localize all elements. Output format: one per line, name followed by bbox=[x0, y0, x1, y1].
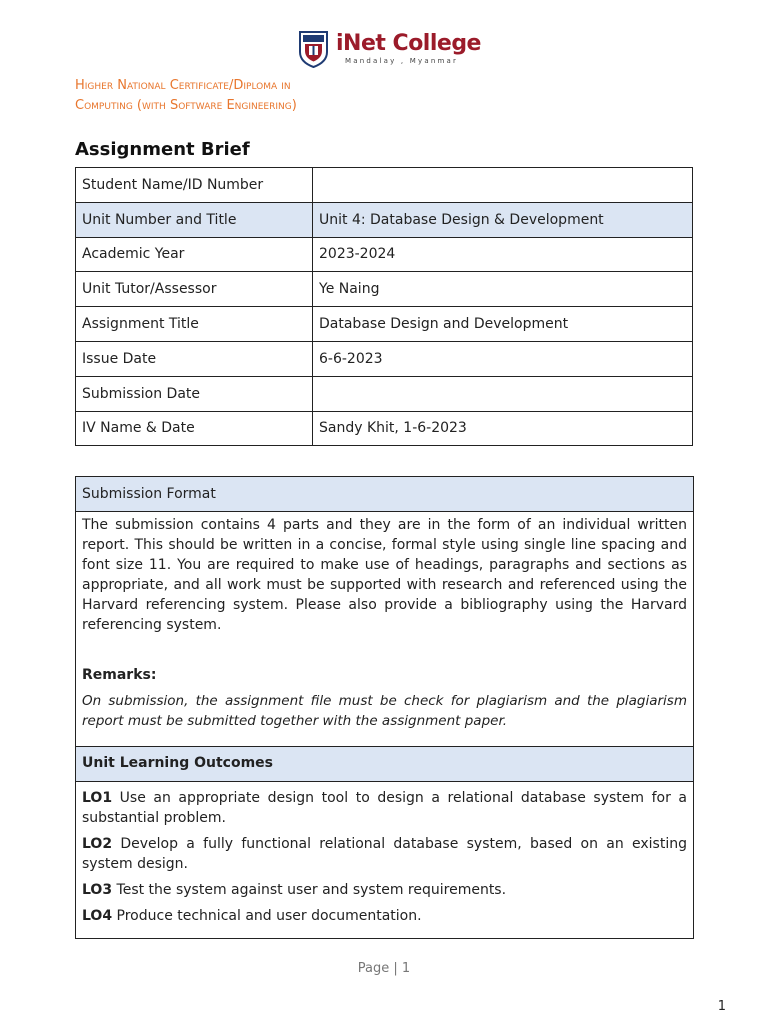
row-label: Submission Date bbox=[76, 376, 313, 411]
table-row bbox=[76, 411, 693, 446]
table-row bbox=[76, 272, 693, 307]
outcome-text: Develop a fully functional relational database system, based on an existing system design. bbox=[82, 836, 687, 872]
page-number: 1 bbox=[717, 999, 726, 1014]
outcome-code: LO1 bbox=[82, 790, 113, 806]
table-row bbox=[76, 307, 693, 342]
row-label: Issue Date bbox=[76, 341, 313, 376]
learning-outcome bbox=[82, 834, 687, 874]
college-logo bbox=[297, 28, 487, 72]
row-value: Sandy Khit, 1-6-2023 bbox=[313, 411, 693, 446]
learning-outcome bbox=[82, 906, 687, 926]
learning-outcome bbox=[82, 788, 687, 828]
outcome-text: Test the system against user and system requirements. bbox=[116, 882, 507, 898]
table-row bbox=[76, 376, 693, 411]
row-value bbox=[313, 168, 693, 203]
submission-format-text: The submission contains 4 parts and they are in the form of an individual written report. This should be written in a concise, formal style using single line spacing and font size 11. You are required to make use of headings, paragraphs and sections as appropriate, and all work must be supported with research and referenced using the Harvard referencing system. Please also provide a bibliography using the Harvard referencing system. bbox=[82, 517, 687, 633]
college-crest-icon bbox=[297, 30, 330, 68]
outcome-text: Produce technical and user documentation. bbox=[116, 908, 422, 924]
outcome-code: LO2 bbox=[82, 836, 113, 852]
table-row bbox=[76, 341, 693, 376]
row-value: 6-6-2023 bbox=[313, 341, 693, 376]
learning-outcomes-list bbox=[76, 782, 693, 938]
submission-format-body bbox=[76, 512, 693, 747]
page-footer: Page | 1 bbox=[357, 961, 411, 976]
college-location: Mandalay , Myanmar bbox=[345, 57, 459, 65]
outcome-code: LO4 bbox=[82, 908, 113, 924]
row-value: Ye Naing bbox=[313, 272, 693, 307]
programme-title bbox=[75, 76, 695, 116]
outcome-code: LO3 bbox=[82, 882, 113, 898]
learning-outcome bbox=[82, 880, 687, 900]
row-value: Database Design and Development bbox=[313, 307, 693, 342]
programme-line-1: Higher National Certificate/Diploma in bbox=[75, 78, 291, 93]
table-row bbox=[76, 202, 693, 237]
row-label: Academic Year bbox=[76, 237, 313, 272]
outcome-text: Use an appropriate design tool to design a relational database system for a substantial problem. bbox=[82, 790, 688, 826]
assignment-brief-table bbox=[75, 167, 693, 446]
submission-format-heading: Submission Format bbox=[76, 477, 693, 512]
remarks-label: Remarks: bbox=[82, 667, 157, 683]
page-title: Assignment Brief bbox=[75, 139, 250, 160]
row-label: Unit Tutor/Assessor bbox=[76, 272, 313, 307]
row-value bbox=[313, 376, 693, 411]
college-name: iNet College bbox=[336, 31, 481, 56]
table-row bbox=[76, 168, 693, 203]
submission-format-box bbox=[75, 476, 694, 939]
row-label: Student Name/ID Number bbox=[76, 168, 313, 203]
programme-line-2: Computing (with Software Engineering) bbox=[75, 98, 297, 113]
table-row bbox=[76, 237, 693, 272]
remarks-text: On submission, the assignment file must be check for plagiarism and the plagiarism report must be submitted together with the assignment paper. bbox=[82, 693, 687, 729]
row-value: Unit 4: Database Design & Development bbox=[313, 202, 693, 237]
row-label: Unit Number and Title bbox=[76, 202, 313, 237]
row-label: Assignment Title bbox=[76, 307, 313, 342]
row-label: IV Name & Date bbox=[76, 411, 313, 446]
learning-outcomes-heading: Unit Learning Outcomes bbox=[76, 747, 693, 782]
row-value: 2023-2024 bbox=[313, 237, 693, 272]
